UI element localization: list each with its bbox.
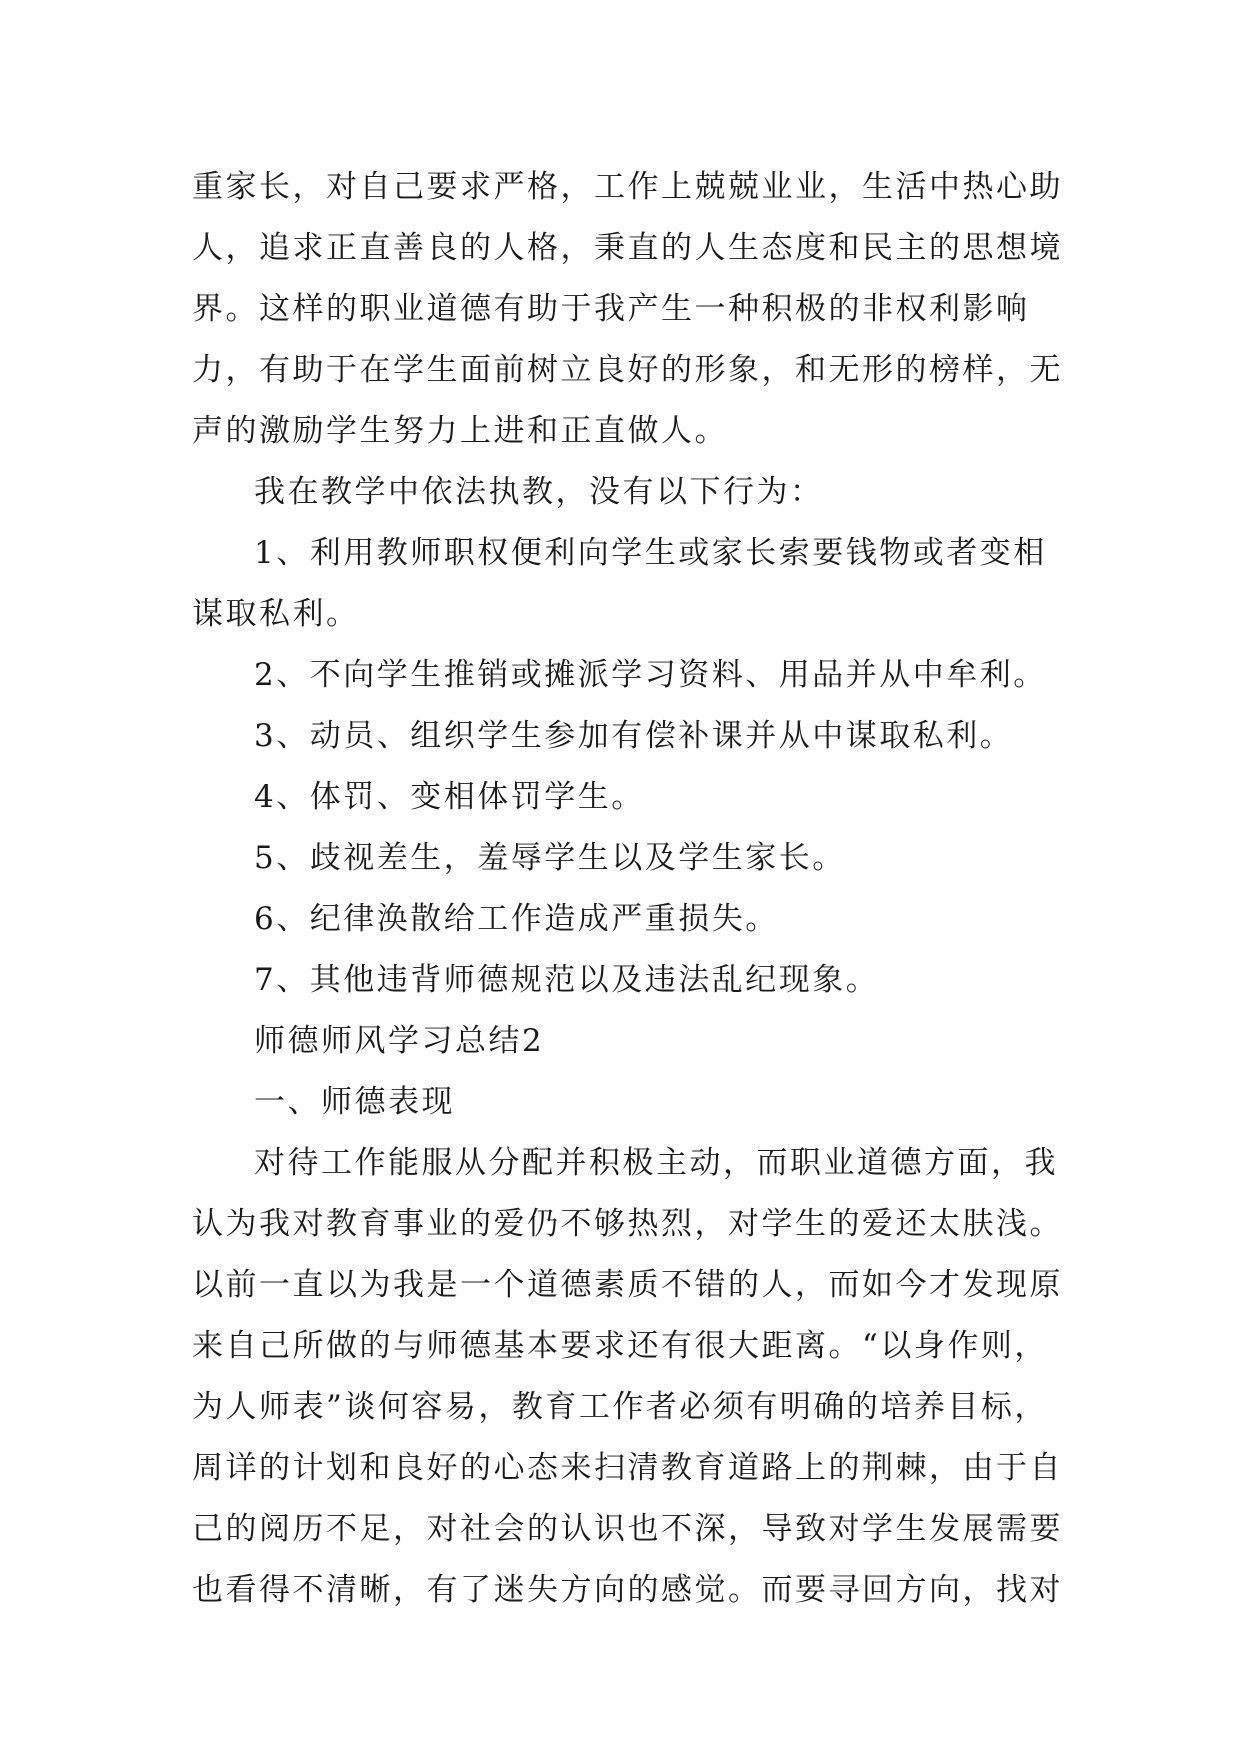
paragraph-intro: 我在教学中依法执教，没有以下行为： [254, 474, 824, 510]
section-title: 师德师风学习总结2 [254, 1023, 545, 1059]
list-item-3: 3、动员、组织学生参加有偿补课并从中谋取私利。 [254, 718, 1014, 754]
list-item-5: 5、歧视差生，羞辱学生以及学生家长。 [254, 840, 846, 876]
list-item-6: 6、纪律涣散给工作造成严重损失。 [254, 901, 779, 937]
paragraph-continuation: 重家长，对自己要求严格，工作上兢兢业业，生活中热心助人，追求正直善良的人格，秉直的人生态度和民主的思想境界。这样的职业道德有助于我产生一种积极的非权利影响力，有助于在学生面前树立良好的形象，和无形的榜样，无声的激励学生努力上进和正直做人。 [192, 169, 1063, 449]
list-item-4: 4、体罚、变相体罚学生。 [254, 779, 645, 815]
section-heading: 一、师德表现 [254, 1084, 455, 1120]
document-body [192, 157, 1072, 1621]
list-item-1: 1、利用教师职权便利向学生或家长索要钱物或者变相谋取私利。 [192, 535, 1047, 632]
list-item-2: 2、不向学生推销或摊派学习资料、用品并从中牟利。 [254, 657, 1047, 693]
paragraph-body: 对待工作能服从分配并积极主动，而职业道德方面，我认为我对教育事业的爱仍不够热烈，对学生的爱还太肤浅。以前一直以为我是一个道德素质不错的人，而如今才发现原来自己所做的与师德基本要求还有很大距离。“以身作则，为人师表”谈何容易，教育工作者必须有明确的培养目标，周详的计划和良好的心态来扫清教育道路上的荆棘，由于自己的阅历不足，对社会的认识也不深，导致对学生发展需要也看得不清晰，有了迷失方向的感觉。而要寻回方向，找对 [192, 1145, 1063, 1608]
list-item-7: 7、其他违背师德规范以及违法乱纪现象。 [254, 962, 880, 998]
